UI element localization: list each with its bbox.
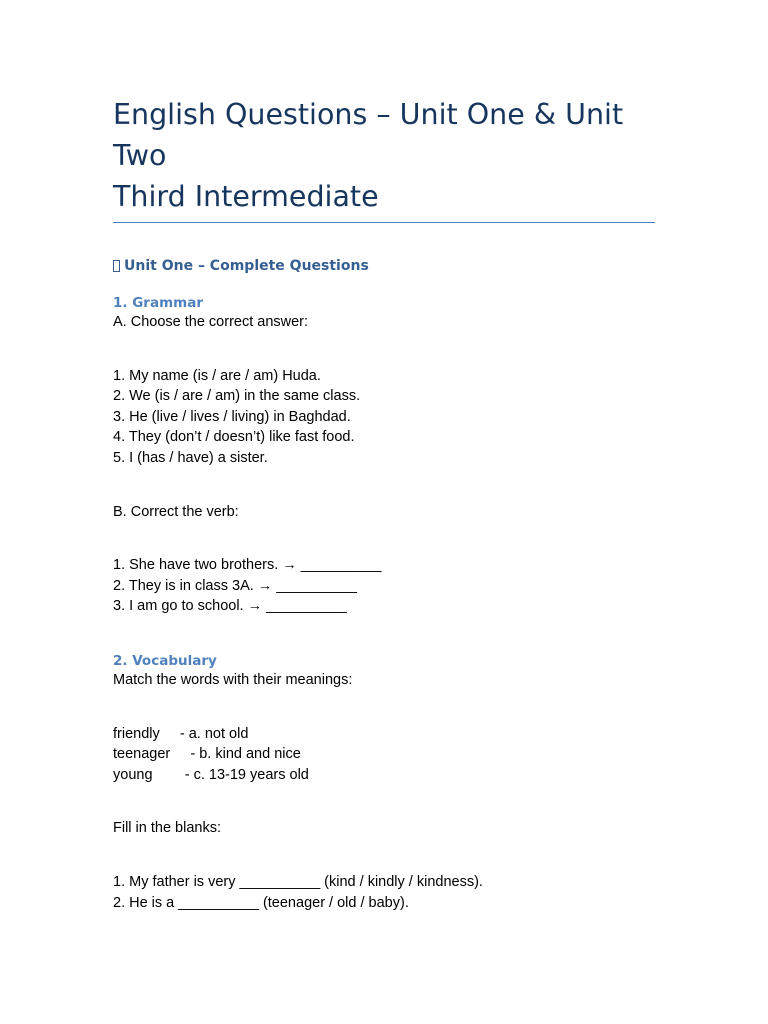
vocabulary-fill-item: 1. My father is very __________ (kind / kindly / kindness). (113, 873, 483, 890)
title-line-1: English Questions – Unit One & Unit (113, 98, 624, 131)
vocabulary-fill-item: 2. He is a __________ (teenager / old / baby). (113, 894, 409, 911)
missing-glyph-icon (113, 260, 120, 272)
document-page (113, 94, 655, 913)
grammar-part-a-label: A. Choose the correct answer: (113, 314, 309, 330)
title-line-2: Two (113, 139, 167, 172)
unit-heading (113, 257, 655, 275)
grammar-a-item: 5. I (has / have) a sister. (113, 449, 268, 466)
grammar-b-item: 3. I am go to school. → __________ (113, 598, 347, 615)
grammar-b-item: 2. They is in class 3A. → __________ (113, 577, 357, 594)
grammar-heading: 1. Grammar (113, 295, 203, 311)
vocabulary-match-item: teenager - b. kind and nice (113, 746, 301, 763)
grammar-a-item: 3. He (live / lives / living) in Baghdad. (113, 408, 351, 425)
grammar-b-item: 1. She have two brothers. → __________ (113, 557, 382, 574)
vocabulary-fill-label: Fill in the blanks: (113, 820, 221, 837)
grammar-a-item: 2. We (is / are / am) in the same class. (113, 388, 361, 405)
vocabulary-match-item: friendly - a. not old (113, 725, 249, 742)
title-line-3: Third Intermediate (113, 180, 379, 213)
grammar-part-b-label: B. Correct the verb: (113, 503, 239, 520)
document-title (113, 94, 655, 217)
vocabulary-heading: 2. Vocabulary (113, 652, 217, 669)
vocabulary-match-item: young - c. 13-19 years old (113, 766, 309, 783)
grammar-a-item: 4. They (don’t / doesn’t) like fast food. (113, 429, 355, 446)
title-divider (113, 222, 655, 223)
grammar-a-item: 1. My name (is / are / am) Huda. (113, 367, 321, 384)
unit-heading-text: Unit One – Complete Questions (124, 258, 369, 274)
vocabulary-match-label: Match the words with their meanings: (113, 671, 353, 688)
